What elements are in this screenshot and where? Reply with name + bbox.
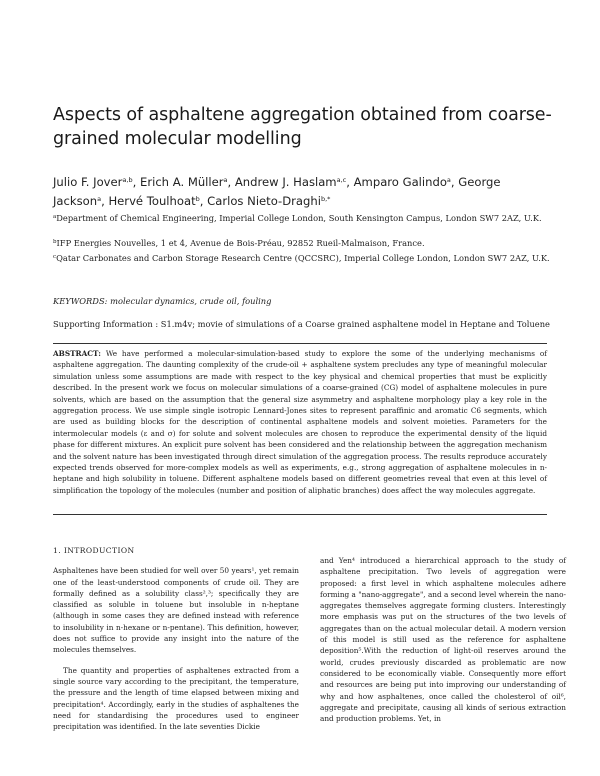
keywords: KEYWORDS: molecular dynamics, crude oil, fouling bbox=[53, 296, 272, 306]
affiliation-a bbox=[53, 212, 553, 225]
affiliation-text: Qatar Carbonates and Carbon Storage Research Centre (QCCSRC), Imperial College London, London SW7 2AZ, U.K. bbox=[56, 253, 550, 263]
author-affiliation-marker: a,b bbox=[122, 176, 133, 184]
section-heading-introduction: 1. INTRODUCTION bbox=[53, 546, 135, 555]
affiliation-marker: c bbox=[53, 254, 57, 260]
author-name: Hervé Toulhoat bbox=[108, 194, 196, 208]
author-name: George Jackson bbox=[53, 175, 501, 208]
intro-paragraph-2: The quantity and properties of asphaltenes extracted from a single source vary according to the precipitant, the temperature, the pressure and the length of time elapsed between mixing and precipitation⁴. Accordingly, early in the studies of asphaltenes the need for standardising the procedures used to engineer precipitation was identified. In the late seventies Dickie bbox=[53, 665, 299, 732]
affiliation-marker: b bbox=[53, 239, 57, 245]
affiliation-text: Department of Chemical Engineering, Imperial College London, South Kensington Campus, London SW7 2AZ, U.K. bbox=[56, 213, 542, 223]
author bbox=[108, 194, 199, 208]
abstract-label: ABSTRACT: bbox=[53, 349, 101, 358]
affiliation-c bbox=[53, 252, 553, 265]
author bbox=[235, 175, 346, 189]
affiliation-text: IFP Energies Nouvelles, 1 et 4, Avenue de Bois-Préau, 92852 Rueil-Malmaison, France. bbox=[56, 238, 425, 248]
abstract-text: We have performed a molecular-simulation-based study to explore the some of the underlying mechanisms of asphaltene aggregation. The daunting complexity of the crude-oil + asphaltene system precludes any type of meaningful molecular simulation unless some assumptions are made with respect to the key physical and chemical properties that must be explicitly described. In the present work we focus on molecular simulations of a coarse-grained (CG) model of asphaltene molecules in pure solvents, which are based on the assumption that the general size asymmetry and asphaltene morphology play a key role in the aggregation process. We use simple single isotropic Lennard-Jones sites to represent paraffinic and aromatic C6 segments, which are used as building blocks for the description of continental asphaltene models and solvent moieties. Parameters for the intermolecular models (ε and σ) for solute and solvent molecules are chosen to reproduce the experimental density of the liquid phase for different mixtures. An explicit pure solvent has been considered and the relationship between the aggregation mechanism and the solvent nature has been investigated through direct simulation of the aggregation process. The results reproduce accurately expected trends observed for more-complex models as well as experiments, e.g., strong aggregation of asphaltene molecules in n-heptane and high solubility in toluene. Different asphaltene models based on different geometries reveal that even at this level of simplification the topology of the molecules (number and position of aliphatic branches) does affect the way molecules aggregate. bbox=[53, 349, 547, 495]
intro-paragraph-1: Asphaltenes have been studied for well over 50 years¹, yet remain one of the least-understood components of crude oil. They are formally defined as a solubility class²,³; specifically they are classified as soluble in toluene but insoluble in n-heptane (although in some cases they are defined instead with reference to insolubility in n-hexane or n-pentane). This definition, however, does not suffice to provide any insight into the nature of the molecules themselves. bbox=[53, 566, 299, 655]
author-affiliation-marker: a,c bbox=[336, 176, 347, 184]
right-column bbox=[320, 555, 566, 724]
author bbox=[53, 175, 133, 189]
author-affiliation-marker: b bbox=[195, 195, 200, 203]
left-column bbox=[53, 545, 299, 732]
author bbox=[207, 194, 330, 208]
author bbox=[354, 175, 451, 189]
affiliation-b bbox=[53, 237, 553, 250]
author-name: Erich A. Müller bbox=[140, 175, 224, 189]
author-affiliation-marker: a bbox=[223, 176, 228, 184]
author-affiliation-marker: b,* bbox=[320, 195, 331, 203]
paper-title: Aspects of asphaltene aggregation obtained from coarse-grained molecular modelling bbox=[53, 105, 552, 149]
supporting-information: Supporting Information : S1.m4v; movie of simulations of a Coarse grained asphaltene model in Heptane and Toluene bbox=[53, 319, 550, 329]
author-affiliation-marker: a bbox=[97, 195, 102, 203]
author-name: Andrew J. Haslam bbox=[234, 175, 337, 189]
author-name: Carlos Nieto-Draghi bbox=[207, 194, 321, 208]
affiliation-marker: a bbox=[53, 214, 57, 220]
author-affiliation-marker: a bbox=[446, 176, 451, 184]
author-name: Julio F. Jover bbox=[53, 175, 123, 189]
abstract bbox=[53, 348, 547, 496]
intro-paragraph-3: and Yen⁴ introduced a hierarchical approach to the study of asphaltene precipitation. Two levels of aggregation were proposed: a first level in which asphaltene molecules adhere forming a "nano-aggregate", and a second level wherein the nano-aggregates themselves aggregate forming clusters. Interestingly more emphasis was put on the structures of the two levels of aggregates than on the actual molecular detail. A modern version of this model is still used as the reference for asphaltene deposition⁵.With the reduction of light-oil reserves around the world, crudes previously discarded as problematic are now considered to be economically viable. Consequently more effort and resources are being put into improving our understanding of why and how asphaltenes, once called the cholesterol of oil⁶, aggregate and precipitate, causing all kinds of serious extraction and production problems. Yet, in bbox=[320, 556, 566, 724]
author bbox=[140, 175, 228, 189]
author-name: Amparo Galindo bbox=[353, 175, 447, 189]
author-list: Julio F. Jover$^{a,b}$, Erich A. Müller$^a$, Andrew J. Haslam$^{a,c}$, Amparo Galindo$^a$, George Jackson$^a$, Hervé Toulhoat$^b$, Carlos Nieto-Draghi$^{b,*}$ bbox=[53, 175, 501, 208]
